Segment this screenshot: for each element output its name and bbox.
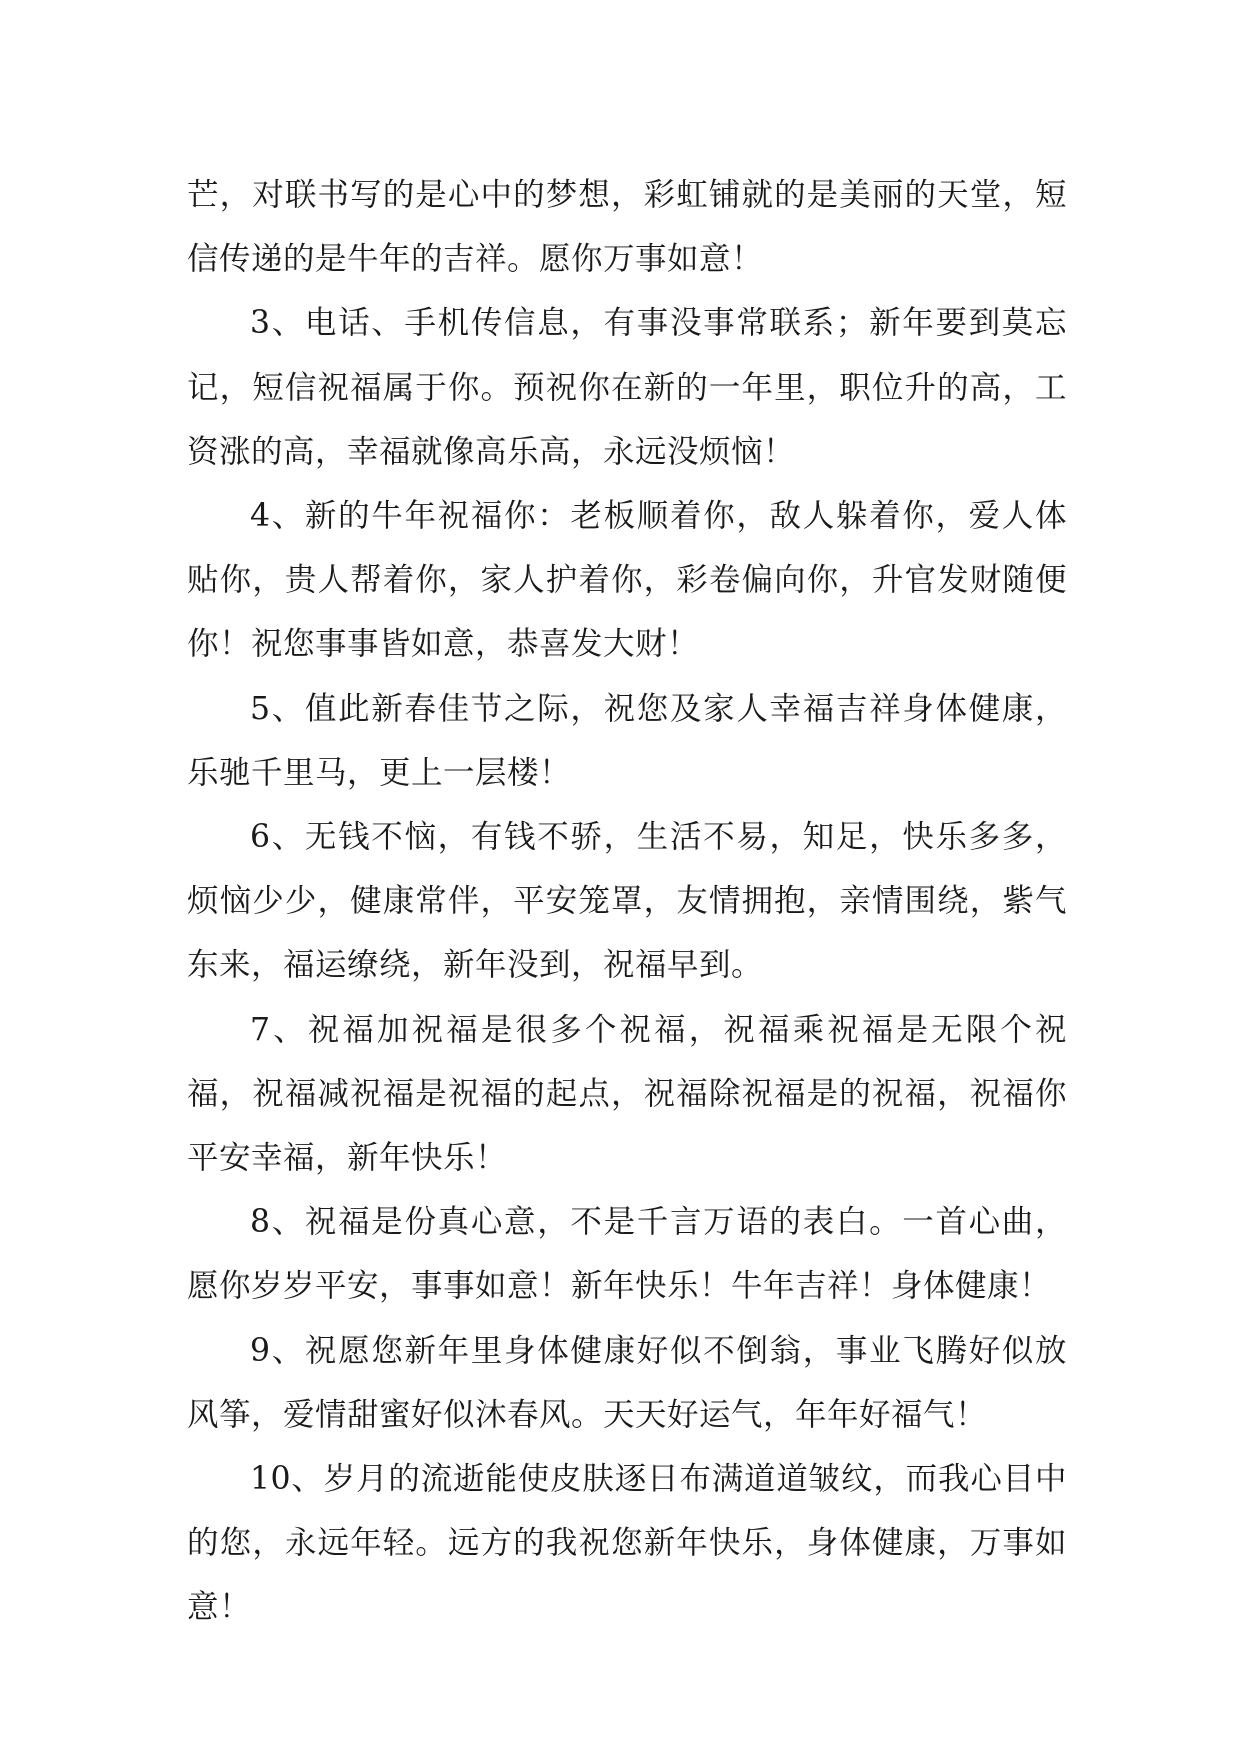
paragraph-greeting-5: 5、值此新春佳节之际，祝您及家人幸福吉祥身体健康，乐驰千里马，更上一层楼！ (187, 690, 1067, 791)
paragraph-greeting-3: 3、电话、手机传信息，有事没事常联系；新年要到莫忘记，短信祝福属于你。预祝你在新的一年里，职位升的高，工资涨的高，幸福就像高乐高，永远没烦恼！ (187, 305, 1067, 470)
paragraph-greeting-9: 9、祝愿您新年里身体健康好似不倒翁，事业飞腾好似放风筝，爱情甜蜜好似沐春风。天天好运气，年年好福气！ (187, 1332, 1067, 1433)
document-body (187, 163, 1067, 1640)
paragraph-greeting-10: 10、岁月的流逝能使皮肤逐日布满道道皱纹，而我心目中的您，永远年轻。远方的我祝您新年快乐，身体健康，万事如意！ (187, 1461, 1067, 1626)
paragraph-greeting-4: 4、新的牛年祝福你：老板顺着你，敌人躲着你，爱人体贴你，贵人帮着你，家人护着你，彩卷偏向你，升官发财随便你！祝您事事皆如意，恭喜发大财！ (187, 498, 1067, 663)
paragraph-continuation: 芒，对联书写的是心中的梦想，彩虹铺就的是美丽的天堂，短信传递的是牛年的吉祥。愿你万事如意！ (187, 177, 1067, 278)
paragraph-greeting-7: 7、祝福加祝福是很多个祝福，祝福乘祝福是无限个祝福，祝福减祝福是祝福的起点，祝福除祝福是的祝福，祝福你平安幸福，新年快乐！ (187, 1011, 1067, 1177)
paragraph-greeting-6: 6、无钱不恼，有钱不骄，生活不易，知足，快乐多多，烦恼少少，健康常伴，平安笼罩，友情拥抱，亲情围绕，紫气东来，福运缭绕，新年没到，祝福早到。 (187, 819, 1067, 984)
paragraph-greeting-8: 8、祝福是份真心意，不是千言万语的表白。一首心曲，愿你岁岁平安，事事如意！新年快乐！牛年吉祥！身体健康！ (187, 1204, 1067, 1305)
